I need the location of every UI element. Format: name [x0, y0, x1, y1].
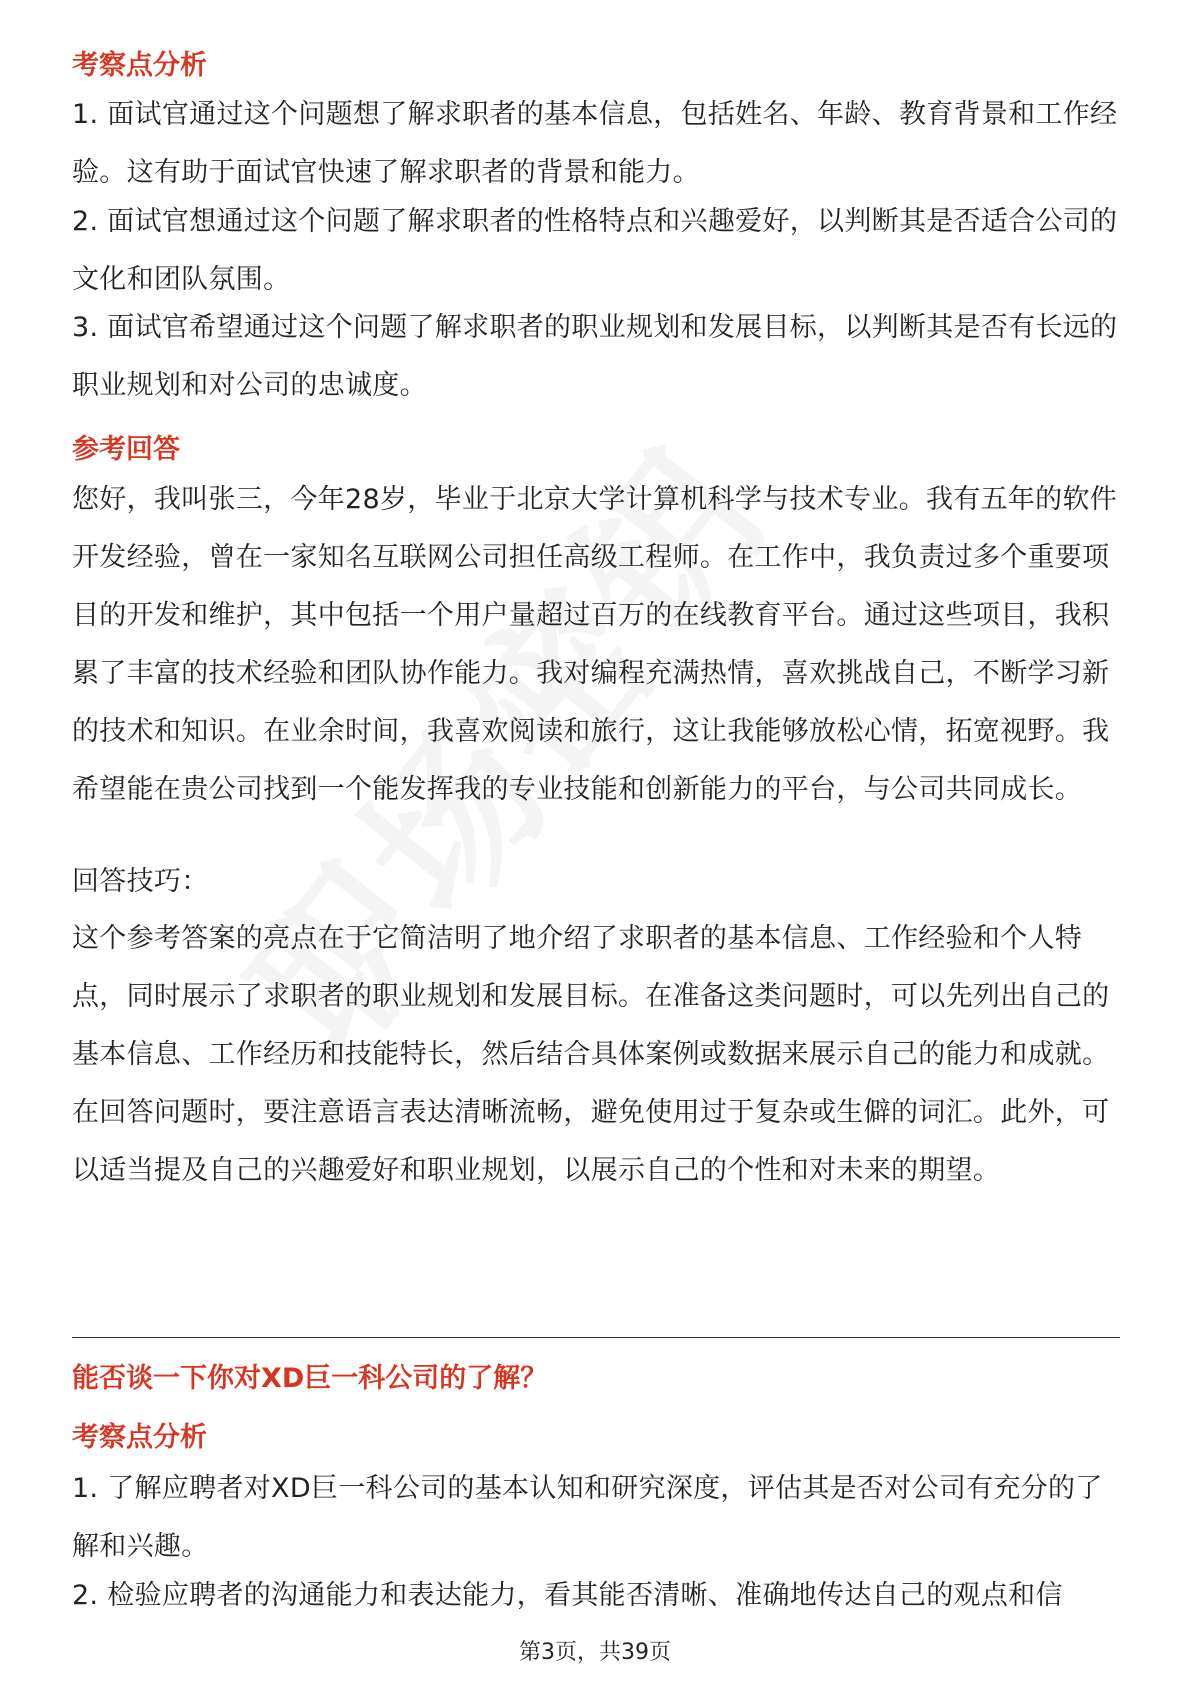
- question-heading-2: 能否谈一下你对XD巨一科公司的了解？: [72, 1363, 548, 1394]
- reference-answer-text: 您好，我叫张三，今年28岁，毕业于北京大学计算机科学与技术专业。我有五年的软件开发经验，曾在一家知名互联网公司担任高级工程师。在工作中，我负责过多个重要项目的开发和维护，其中包括一个用户量超过百万的在线教育平台。通过这些项目，我积累了丰富的技术经验和团队协作能力。我对编程充满热情，喜欢挑战自己，不断学习新的技术和知识。在业余时间，我喜欢阅读和旅行，这让我能够放松心情，拓宽视野。我希望能在贵公司找到一个能发挥我的专业技能和创新能力的平台，与公司共同成长。: [72, 484, 1118, 805]
- reference-answer-heading: 参考回答: [72, 434, 180, 465]
- tips-text: 这个参考答案的亮点在于它简洁明了地介绍了求职者的基本信息、工作经验和个人特点，同时展示了求职者的职业规划和发展目标。在准备这类问题时，可以先列出自己的基本信息、工作经历和技能特长，然后结合具体案例或数据来展示自己的能力和成就。在回答问题时，要注意语言表达清晰流畅，避免使用过于复杂或生僻的词汇。此外，可以适当提及自己的兴趣爱好和职业规划，以展示自己的个性和对未来的期望。: [72, 923, 1110, 1186]
- analysis-item-2-2: 2. 检验应聘者的沟通能力和表达能力，看其能否清晰、准确地传达自己的观点和信: [72, 1580, 1063, 1611]
- analysis-item-2-1: 1. 了解应聘者对XD巨一科公司的基本认知和研究深度，评估其是否对公司有充分的了解和兴趣。: [72, 1473, 1103, 1562]
- analysis-item-1-2: 2. 面试官想通过这个问题了解求职者的性格特点和兴趣爱好，以判断其是否适合公司的文化和团队氛围。: [72, 206, 1118, 295]
- analysis-heading-1: 考察点分析: [72, 50, 207, 81]
- analysis-heading-2: 考察点分析: [72, 1422, 207, 1453]
- section-divider: [72, 1337, 1120, 1338]
- analysis-item-1-3: 3. 面试官希望通过这个问题了解求职者的职业规划和发展目标，以判断其是否有长远的职业规划和对公司的忠诚度。: [72, 312, 1118, 401]
- tips-label: 回答技巧：: [72, 866, 209, 897]
- analysis-item-1-1: 1. 面试官通过这个问题想了解求职者的基本信息，包括姓名、年龄、教育背景和工作经验。这有助于面试官快速了解求职者的背景和能力。: [72, 99, 1118, 188]
- page-number-footer: 第3页，共39页: [519, 1640, 671, 1665]
